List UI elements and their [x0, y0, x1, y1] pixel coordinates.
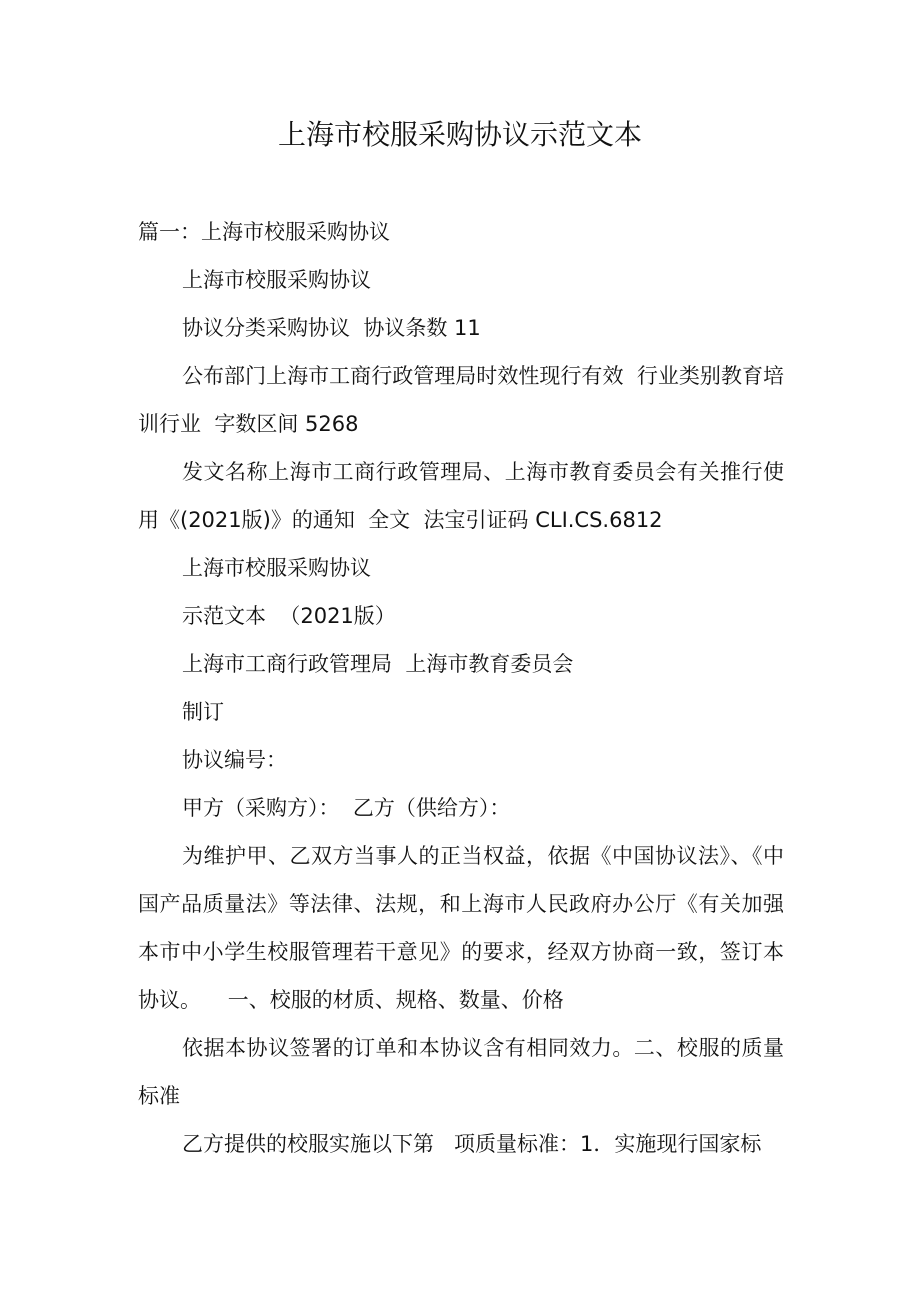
paragraph-drafted: 制订 [182, 700, 224, 724]
paragraph-document-name: 发文名称上海市工商行政管理局、上海市教育委员会有关推行使用《(2021版)》的通知 全文 法宝引证码 CLI.CS.6812 [138, 460, 784, 532]
paragraph-agreement-name-2: 上海市校服采购协议 [182, 556, 371, 580]
paragraph-preamble: 为维护甲、乙双方当事人的正当权益，依据《中国协议法》、《中国产品质量法》等法律、法规，和上海市人民政府办公厅《有关加强本市中小学生校服管理若干意见》的要求，经双方协商一致，签订本协议。 一、校服的材质、规格、数量、价格 [138, 844, 784, 1012]
paragraph-agreement-number: 协议编号： [182, 748, 287, 772]
paragraph-quality-standard: 乙方提供的校服实施以下第 项质量标准：1．实施现行国家标 [182, 1132, 762, 1156]
paragraph-publisher: 公布部门上海市工商行政管理局时效性现行有效 行业类别教育培训行业 字数区间 5268 [138, 364, 784, 436]
document-title: 上海市校服采购协议示范文本 [277, 118, 642, 151]
paragraph-parties: 甲方（采购方）： 乙方（供给方）： [182, 796, 511, 820]
document-body [138, 208, 784, 1168]
paragraph-agreement-name: 上海市校服采购协议 [182, 268, 371, 292]
paragraph-model-text: 示范文本 （2021版） [182, 604, 396, 628]
paragraph-issuers: 上海市工商行政管理局 上海市教育委员会 [182, 652, 574, 676]
paragraph-order-validity: 依据本协议签署的订单和本协议含有相同效力。二、校服的质量标准 [138, 1036, 784, 1108]
paragraph-classification: 协议分类采购协议 协议条数 11 [182, 316, 481, 340]
paragraph-section-heading: 篇一：上海市校服采购协议 [138, 220, 390, 244]
